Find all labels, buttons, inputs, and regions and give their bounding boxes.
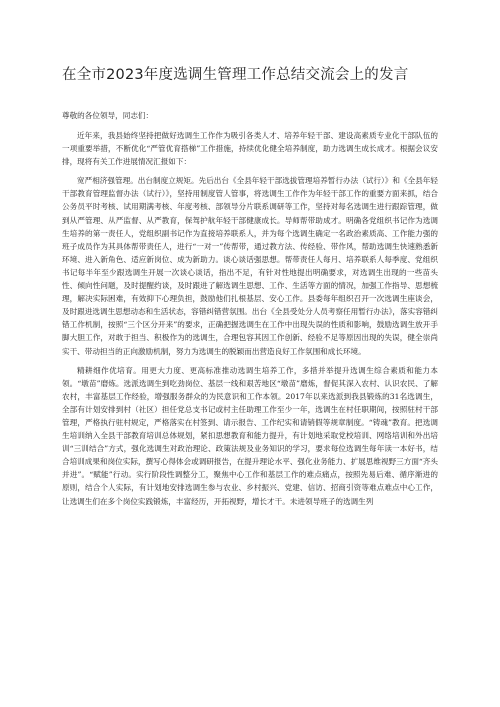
paragraph-management: 宽严相济强管理。出台制度立规矩。先后出台《全县年轻干部选拔管理培养暂行办法（试行）》和《全县年轻干部教育管理监督办法（试行）》，坚持用制度管人管事，将选调生工作作为年轻干部工作的重要方面来抓，结合公务员平时考核、试用期满考核、年度考核、部领导分片联系调研等工作，坚持对每名选调生进行跟踪管理，做到从严管理、从严监督、从严教育，保驾护航年轻干部健康成长。导师帮带助成才。明确各党组织书记作为选调生培养的第一责任人，党组织副书记作为直接培养联系人，并为每个选调生确定一名政治素质高、工作能力强的班子成员作为其具体帮带责任人，进行“一对一”传帮带，通过教方法、传经验、带作风，帮助选调生快速熟悉新环境、进入新角色、适应新岗位、成为新助力。谈心谈话强思想。帮带责任人每月、培养联系人每季度、党组织书记每半年至少跟选调生开展一次谈心谈话，指出不足，有针对性地提出明确要求，对选调生出现的一些苗头性、倾向性问题，及时提醒约谈，及时跟进了解选调生思想、工作、生活等方面的情况，加强工作指导、思想梳理，解决实际困难，有效抑下心理负担，鼓励他们扎根基层、安心工作。县委每年组织召开一次选调生座谈会，及时跟进选调生思想动态和生活状态，容错纠错营氛围。出台《全县受处分人员考察任用暂行办法》，落实容错纠错工作机制，按照“三个区分开来”的要求，正确把握选调生在工作中出现失误的性质和影响，鼓励选调生放开手脚大胆工作，对敢于担当、积极作为的选调生，合理包容其因工作创新、经验不足等原因出现的失误，健全崇尚实干、带动担当的正向激励机制，努力为选调生的脱颖而出营造良好工作氛围和成长环境。	[62, 176, 438, 356]
paragraph-cultivation: 精耕细作优培育。用更大力度、更高标准推动选调生培养工作，多措并举提升选调生综合素质和能力本领。“墩苗”磨炼。选派选调生到吃劲岗位、基层一线和艰苦地区“墩苗”磨炼，督促其深入农村、认识农民、了解农村，丰富基层工作经验，增强服务群众的为民意识和工作本领。2017年以来选派到我县锻炼的31名选调生，全部有计划安排到村（社区）担任党总支书记或村主任助理工作至少一年，选调生在村任职期间，按照驻村干部管理，严格执行驻村规定，严格落实在村签到、请示报告、工作纪实和请销假等规章制度。“铸魂”教育。把选调生培训纳入全县干部教育培训总体规划，紧扣思想教育和能力提升，有计划地采取党校培训、网络培训和外出培训“三训结合”方式，强化选调生对政治理论、政策法规及业务知识的学习，要求每位选调生每年读一本好书，结合培训成果和岗位实际，撰写心得体会或调研报告，在提升理论水平、强化业务能力、扩展思维视野三方面“齐头并进”。“赋能”行动。实行阶段性调整分工，聚焦中心工作和基层工作的难点痛点，按照先易后难、循序渐进的原则，结合个人实际，有计划地安排选调生参与农业、乡村振兴、党建、信访、招商引资等难点难点中心工作，让选调生们在多个岗位实践锻炼，丰富经历，开拓视野，增长才干。未进领导班子的选调生列	[62, 365, 438, 506]
paragraph-intro: 近年来，我县始终坚持把做好选调生工作作为吸引各类人才、培养年轻干部、建设高素质专业化干部队伍的一项重要举措，不断优化“严管优育搭梯”工作措施，持续优化健全培养制度，助力选调生成长成才。根据会议安排，现将有关工作进展情况汇报如下：	[62, 131, 438, 167]
document-title: 在全市2023年度选调生管理工作总结交流会上的发言	[62, 67, 409, 83]
salutation: 尊敬的各位领导，同志们：	[62, 111, 154, 120]
